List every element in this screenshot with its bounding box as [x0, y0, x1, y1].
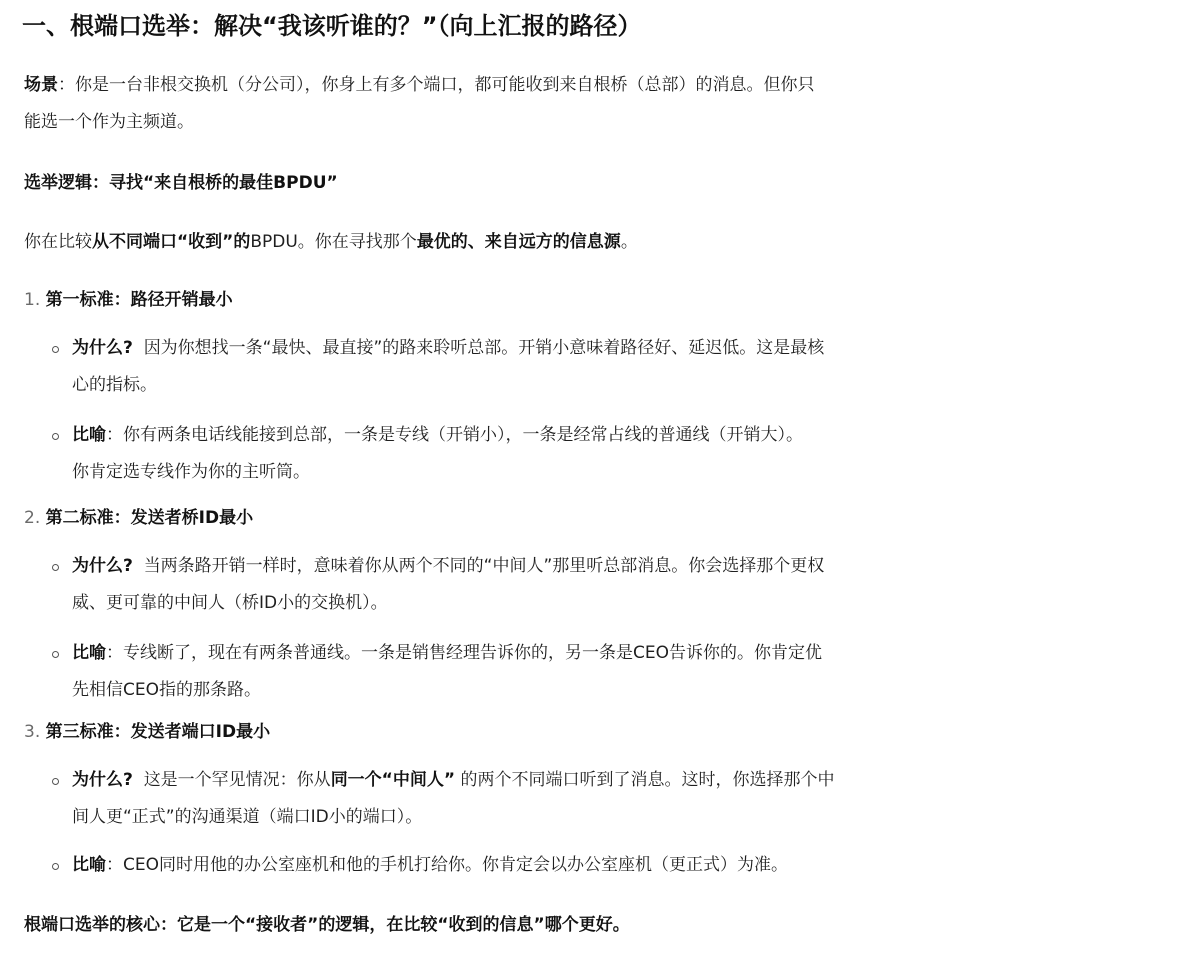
scenario-line-2: 能选一个作为主频道。 [24, 112, 194, 132]
why-text: 因为你想找一条“最快、最直接”的路来聆听总部。开销小意味着路径好、延迟低。这是最核 [143, 338, 825, 358]
section-heading: 一、根端口选举：解决“我该听谁的？”（向上汇报的路径） [22, 12, 642, 40]
why-line-1 [72, 334, 824, 362]
criterion-number: 3. [24, 722, 41, 742]
criterion-title-text: 第二标准：发送者桥ID最小 [45, 508, 254, 528]
metaphor-text: ：CEO同时用他的办公室座机和他的手机打给你。你肯定会以办公室座机（更正式）为准。 [106, 855, 788, 875]
why-label: 为什么? [72, 770, 133, 790]
bullet-icon [52, 346, 59, 353]
metaphor-text: ：专线断了，现在有两条普通线。一条是销售经理告诉你的，另一条是CEO告诉你的。你肯定优 [106, 643, 822, 663]
compare-text-3: 。 [620, 232, 638, 252]
conclusion: 根端口选举的核心：它是一个“接收者”的逻辑，在比较“收到的信息”哪个更好。 [24, 915, 630, 935]
compare-line [24, 228, 638, 256]
bullet-icon [52, 863, 59, 870]
scenario-line-1 [24, 71, 815, 99]
scenario-label: 场景 [24, 75, 58, 95]
why-text-a: 这是一个罕见情况：你从 [143, 770, 331, 790]
metaphor-line-1 [72, 851, 788, 879]
logic-title: 选举逻辑：寻找“来自根桥的最佳BPDU” [24, 173, 338, 193]
why-line-2: 威、更可靠的中间人（桥ID小的交换机）。 [72, 593, 388, 613]
why-line-1 [72, 552, 824, 580]
compare-bold-2: 最优的、来自远方的信息源 [416, 232, 621, 252]
why-bold: 同一个“中间人” [330, 770, 456, 790]
metaphor-label: 比喻 [72, 855, 106, 875]
metaphor-line-1 [72, 421, 803, 449]
compare-bold-1: 从不同端口“收到”的 [92, 232, 251, 252]
why-line-1 [72, 766, 834, 794]
criterion-title-2 [24, 504, 253, 532]
bullet-icon [52, 778, 59, 785]
criterion-title-text: 第一标准：路径开销最小 [45, 290, 233, 310]
why-line-2: 间人更“正式”的沟通渠道（端口ID小的端口）。 [72, 807, 423, 827]
criterion-title-text: 第三标准：发送者端口ID最小 [45, 722, 271, 742]
bullet-icon [52, 651, 59, 658]
compare-text-2: BPDU。你在寻找那个 [250, 232, 417, 252]
metaphor-line-2: 先相信CEO指的那条路。 [72, 680, 261, 700]
why-label: 为什么? [72, 338, 133, 358]
criterion-number: 2. [24, 508, 41, 528]
why-text: 当两条路开销一样时，意味着你从两个不同的“中间人”那里听总部消息。你会选择那个更权 [143, 556, 825, 576]
why-text-c: 的两个不同端口听到了消息。这时，你选择那个中 [455, 770, 835, 790]
bullet-icon [52, 433, 59, 440]
why-label: 为什么? [72, 556, 133, 576]
criterion-title-3 [24, 718, 270, 746]
metaphor-label: 比喻 [72, 643, 106, 663]
criterion-title-1 [24, 286, 233, 314]
why-line-2: 心的指标。 [72, 375, 157, 395]
bullet-icon [52, 564, 59, 571]
compare-text-1: 你在比较 [24, 232, 92, 252]
metaphor-text: ：你有两条电话线能接到总部，一条是专线（开销小），一条是经常占线的普通线（开销大）。 [106, 425, 803, 445]
scenario-text-1: ：你是一台非根交换机（分公司），你身上有多个端口，都可能收到来自根桥（总部）的消息。但你只 [58, 75, 815, 95]
metaphor-label: 比喻 [72, 425, 106, 445]
criterion-number: 1. [24, 290, 41, 310]
metaphor-line-2: 你肯定选专线作为你的主听筒。 [72, 462, 310, 482]
metaphor-line-1 [72, 639, 822, 667]
